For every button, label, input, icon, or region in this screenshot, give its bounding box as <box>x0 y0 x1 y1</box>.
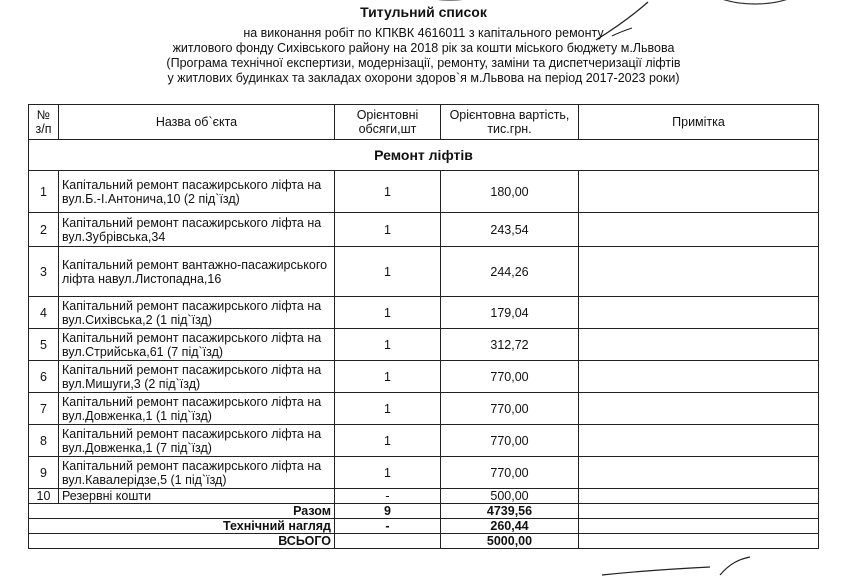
row-name: Капітальний ремонт пасажирського ліфта на вул.Сихівська,2 (1 під`їзд) <box>59 297 335 329</box>
supervision-qty: - <box>335 519 441 534</box>
row-num: 2 <box>29 213 59 247</box>
grand-total-label: ВСЬОГО <box>29 534 335 549</box>
row-cost: 770,00 <box>441 361 579 393</box>
row-num: 3 <box>29 247 59 297</box>
reserve-row <box>29 489 819 504</box>
total-label: Разом <box>29 504 335 519</box>
grand-total-row <box>29 534 819 549</box>
row-cost: 770,00 <box>441 457 579 489</box>
grand-total-qty <box>335 534 441 549</box>
row-qty: 1 <box>335 457 441 489</box>
supervision-note <box>579 519 819 534</box>
total-note <box>579 504 819 519</box>
row-num: 1 <box>29 171 59 213</box>
row-num: 8 <box>29 425 59 457</box>
row-name: Капітальний ремонт пасажирського ліфта на вул.Мишуги,3 (2 під`їзд) <box>59 361 335 393</box>
col-header-note: Примітка <box>579 105 819 140</box>
row-cost: 244,26 <box>441 247 579 297</box>
row-note <box>579 489 819 504</box>
row-name: Капітальний ремонт пасажирського ліфта на вул.Стрийська,61 (7 під`їзд) <box>59 329 335 361</box>
row-note <box>579 361 819 393</box>
row-num: 6 <box>29 361 59 393</box>
col-header-qty: Орієнтовні обсяги,шт <box>335 105 441 140</box>
supervision-row <box>29 519 819 534</box>
header-line: у житлових будинках та закладах охорони здоров`я м.Львова на період 2017-2023 роки) <box>167 71 680 85</box>
row-qty: 1 <box>335 393 441 425</box>
row-name: Капітальний ремонт пасажирського ліфта на вул.Кавалерідзе,5 (1 під`їзд) <box>59 457 335 489</box>
row-qty: 1 <box>335 171 441 213</box>
row-qty: 1 <box>335 361 441 393</box>
row-note <box>579 329 819 361</box>
supervision-label: Технічний нагляд <box>29 519 335 534</box>
object-table <box>28 104 819 549</box>
table-row <box>29 425 819 457</box>
row-cost: 243,54 <box>441 213 579 247</box>
row-qty: - <box>335 489 441 504</box>
row-qty: 1 <box>335 213 441 247</box>
table-row <box>29 361 819 393</box>
grand-total-cost: 5000,00 <box>441 534 579 549</box>
section-row <box>29 140 819 171</box>
document-title: Титульний список <box>360 4 487 20</box>
row-qty: 1 <box>335 247 441 297</box>
row-note <box>579 213 819 247</box>
table-row <box>29 171 819 213</box>
row-num: 9 <box>29 457 59 489</box>
row-cost: 770,00 <box>441 393 579 425</box>
total-cost: 4739,56 <box>441 504 579 519</box>
table-row <box>29 213 819 247</box>
table-row <box>29 457 819 489</box>
header-line: (Програма технічної експертизи, модернізації, ремонту, заміни та диспетчеризації ліфтів <box>166 56 681 70</box>
row-name: Капітальний ремонт пасажирського ліфта на вул.Зубрівська,34 <box>59 213 335 247</box>
supervision-cost: 260,44 <box>441 519 579 534</box>
row-name: Резервні кошти <box>59 489 335 504</box>
table-row <box>29 247 819 297</box>
row-name: Капітальний ремонт пасажирського ліфта на вул.Довженка,1 (7 під`їзд) <box>59 425 335 457</box>
row-note <box>579 425 819 457</box>
table-row <box>29 329 819 361</box>
row-note <box>579 171 819 213</box>
total-qty: 9 <box>335 504 441 519</box>
row-name: Капітальний ремонт пасажирського ліфта на вул.Б.-І.Антонича,10 (2 під`їзд) <box>59 171 335 213</box>
table-row <box>29 393 819 425</box>
col-header-cost: Орієнтовна вартість, тис.грн. <box>441 105 579 140</box>
row-qty: 1 <box>335 297 441 329</box>
header-line: житлового фонду Сихівського району на 2018 рік за кошти міського бюджету м.Львова <box>172 41 675 55</box>
signature-icon <box>600 555 770 577</box>
col-header-num: № з/п <box>29 105 59 140</box>
row-num: 4 <box>29 297 59 329</box>
row-cost: 500,00 <box>441 489 579 504</box>
row-name: Капітальний ремонт вантажно-пасажирського ліфта навул.Листопадна,16 <box>59 247 335 297</box>
total-row <box>29 504 819 519</box>
row-name: Капітальний ремонт пасажирського ліфта на вул.Довженка,1 (1 під`їзд) <box>59 393 335 425</box>
col-header-name: Назва об`єкта <box>59 105 335 140</box>
row-note <box>579 393 819 425</box>
row-cost: 770,00 <box>441 425 579 457</box>
header-line: на виконання робіт по КПКВК 4616011 з капітального ремонту <box>243 26 604 40</box>
row-num: 5 <box>29 329 59 361</box>
row-cost: 312,72 <box>441 329 579 361</box>
section-title: Ремонт ліфтів <box>29 140 819 171</box>
row-note <box>579 247 819 297</box>
row-note <box>579 297 819 329</box>
row-cost: 179,04 <box>441 297 579 329</box>
row-num: 7 <box>29 393 59 425</box>
row-qty: 1 <box>335 329 441 361</box>
row-cost: 180,00 <box>441 171 579 213</box>
row-qty: 1 <box>335 425 441 457</box>
row-num: 10 <box>29 489 59 504</box>
row-note <box>579 457 819 489</box>
table-header-row <box>29 105 819 140</box>
table-row <box>29 297 819 329</box>
grand-total-note <box>579 534 819 549</box>
